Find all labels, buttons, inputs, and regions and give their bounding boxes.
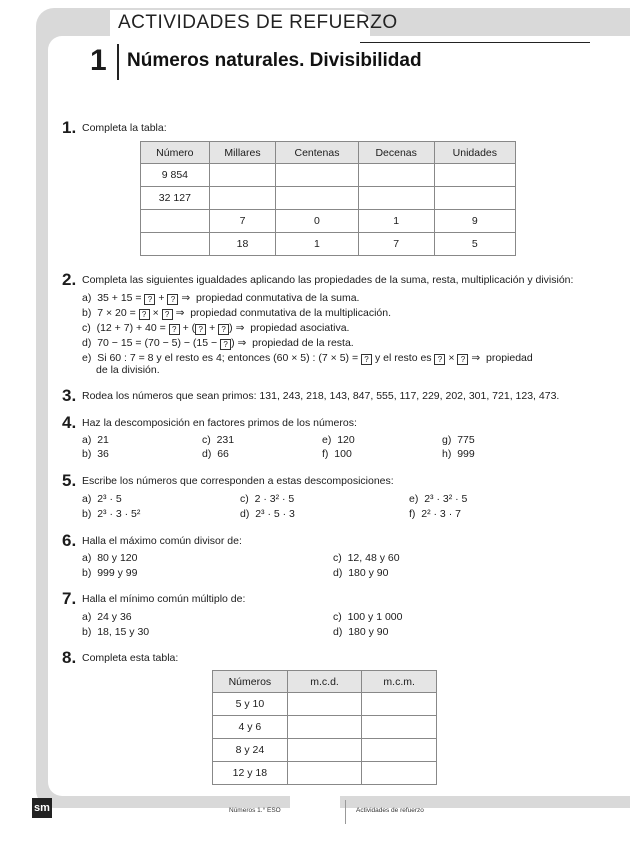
footer-section-title: Actividades de refuerzo — [356, 807, 424, 814]
implies-arrow-icon: ⇒ — [235, 322, 245, 334]
list-item: c) 12, 48 y 60 — [333, 552, 400, 564]
table-header: Millares — [209, 142, 276, 164]
list-item: c) 100 y 1 000 — [333, 611, 403, 623]
table-cell: 8 y 24 — [213, 739, 288, 762]
exercise-statement: Completa la tabla: — [82, 122, 167, 134]
table-header: Centenas — [276, 142, 358, 164]
table-cell[interactable] — [276, 164, 358, 187]
table-header: Decenas — [358, 142, 434, 164]
table-row — [213, 693, 437, 716]
place-value-table — [140, 141, 516, 256]
list-item: h) 999 — [442, 448, 475, 460]
table-cell[interactable]: 9 — [434, 210, 515, 233]
table-cell: 4 y 6 — [213, 716, 288, 739]
table-header: m.c.d. — [287, 671, 362, 693]
exercise-statement: Completa las siguientes igualdades aplicando las propiedades de la suma, resta, multiplicación y división: — [82, 274, 574, 286]
table-header: Números — [213, 671, 288, 693]
list-item: f) 2² · 3 · 7 — [409, 508, 461, 520]
list-item: a) 2³ · 5 — [82, 493, 122, 505]
ex2-item-d: d) 70 − 15 = (70 − 5) − (15 − ? ) ⇒ propiedad de la resta. — [82, 337, 354, 349]
table-cell[interactable]: 32 127 — [141, 187, 210, 210]
exercise-number: 4. — [62, 413, 77, 432]
answer-box[interactable]: ? — [144, 294, 155, 305]
list-item: a) 24 y 36 — [82, 611, 132, 623]
table-cell[interactable] — [209, 164, 276, 187]
implies-arrow-icon: ⇒ — [471, 352, 481, 364]
list-item: e) 120 — [322, 434, 355, 446]
unit-divider — [117, 44, 119, 80]
table-cell[interactable]: 9 854 — [141, 164, 210, 187]
exercise-statement: Completa esta tabla: — [82, 652, 179, 664]
exercise-statement: Haz la descomposición en factores primos de los números: — [82, 417, 357, 429]
list-item: c) 231 — [202, 434, 235, 446]
ex2-item-b: b) 7 × 20 = ? × ? ⇒ propiedad conmutativa de la multiplicación. — [82, 307, 392, 319]
exercise-number: 5. — [62, 471, 77, 490]
exercise-number: 3. — [62, 386, 77, 405]
table-cell[interactable] — [434, 187, 515, 210]
table-cell[interactable]: 7 — [209, 210, 276, 233]
table-cell[interactable] — [287, 693, 362, 716]
implies-arrow-icon: ⇒ — [237, 337, 247, 349]
list-item: a) 80 y 120 — [82, 552, 138, 564]
table-cell[interactable] — [141, 210, 210, 233]
ex2-item-e-continued: de la división. — [96, 364, 160, 376]
table-cell[interactable]: 0 — [276, 210, 358, 233]
table-cell[interactable]: 1 — [358, 210, 434, 233]
exercise-number: 8. — [62, 648, 77, 667]
footer-divider — [345, 800, 346, 824]
table-cell[interactable] — [434, 164, 515, 187]
table-row — [213, 716, 437, 739]
table-cell[interactable] — [209, 187, 276, 210]
table-cell[interactable] — [358, 164, 434, 187]
publisher-logo: sm — [32, 798, 52, 818]
footer-gap — [290, 790, 340, 830]
answer-box[interactable]: ? — [167, 294, 178, 305]
unit-title: Números naturales. Divisibilidad — [127, 50, 422, 71]
table-cell[interactable] — [362, 716, 437, 739]
table-cell[interactable] — [287, 739, 362, 762]
table-row — [141, 210, 516, 233]
list-item: d) 180 y 90 — [333, 626, 389, 638]
table-header: Unidades — [434, 142, 515, 164]
answer-box[interactable]: ? — [139, 309, 150, 320]
table-row — [141, 233, 516, 256]
table-cell[interactable] — [287, 762, 362, 785]
table-cell[interactable] — [362, 693, 437, 716]
answer-box[interactable]: ? — [218, 324, 229, 335]
list-item: a) 21 — [82, 434, 109, 446]
gcd-lcm-table — [212, 670, 437, 785]
table-cell: 5 y 10 — [213, 693, 288, 716]
list-item: e) 2³ · 3² · 5 — [409, 493, 468, 505]
answer-box[interactable]: ? — [169, 324, 180, 335]
exercise-statement: Halla el máximo común divisor de: — [82, 535, 242, 547]
exercise-number: 1. — [62, 118, 77, 137]
table-row — [141, 164, 516, 187]
table-cell[interactable] — [141, 233, 210, 256]
list-item: g) 775 — [442, 434, 475, 446]
exercise-number: 2. — [62, 270, 77, 289]
table-cell: 12 y 18 — [213, 762, 288, 785]
exercise-number: 6. — [62, 531, 77, 550]
table-cell[interactable]: 5 — [434, 233, 515, 256]
answer-box[interactable]: ? — [457, 354, 468, 365]
table-row — [213, 762, 437, 785]
exercise-statement: Rodea los números que sean primos: 131, 243, 218, 143, 847, 555, 117, 229, 202, 301, 721, 123, 473. — [82, 390, 560, 402]
list-item: d) 66 — [202, 448, 229, 460]
list-item: b) 999 y 99 — [82, 567, 138, 579]
table-cell[interactable] — [358, 187, 434, 210]
table-row — [213, 739, 437, 762]
table-cell[interactable]: 1 — [276, 233, 358, 256]
implies-arrow-icon: ⇒ — [175, 307, 185, 319]
table-header: m.c.m. — [362, 671, 437, 693]
table-cell[interactable] — [276, 187, 358, 210]
answer-box[interactable]: ? — [162, 309, 173, 320]
exercise-number: 7. — [62, 589, 77, 608]
answer-box[interactable]: ? — [361, 354, 372, 365]
footer-book-title: Números 1.° ESO — [229, 807, 281, 814]
table-cell[interactable]: 7 — [358, 233, 434, 256]
list-item: f) 100 — [322, 448, 352, 460]
list-item: d) 2³ · 5 · 3 — [240, 508, 295, 520]
ex2-item-c: c) (12 + 7) + 40 = ? + ( ? + ? ) ⇒ propiedad asociativa. — [82, 322, 350, 334]
list-item: b) 2³ · 3 · 5² — [82, 508, 141, 520]
table-cell[interactable] — [362, 739, 437, 762]
exercise-statement: Halla el mínimo común múltiplo de: — [82, 593, 246, 605]
table-header: Número — [141, 142, 210, 164]
exercise-statement: Escribe los números que corresponden a estas descomposiciones: — [82, 475, 394, 487]
list-item: b) 36 — [82, 448, 109, 460]
table-cell[interactable] — [287, 716, 362, 739]
list-item: b) 18, 15 y 30 — [82, 626, 150, 638]
answer-box[interactable]: ? — [195, 324, 206, 335]
table-row — [141, 187, 516, 210]
answer-box[interactable]: ? — [220, 339, 231, 350]
list-item: d) 180 y 90 — [333, 567, 389, 579]
ex2-item-e: e) Si 60 : 7 = 8 y el resto es 4; entonces (60 × 5) : (7 × 5) = ? y el resto es ? × ? ⇒ propiedad — [82, 352, 533, 364]
implies-arrow-icon: ⇒ — [181, 292, 191, 304]
list-item: c) 2 · 3² · 5 — [240, 493, 295, 505]
header-title: ACTIVIDADES DE REFUERZO — [118, 12, 398, 33]
table-cell[interactable]: 18 — [209, 233, 276, 256]
unit-number: 1 — [90, 44, 107, 77]
answer-box[interactable]: ? — [434, 354, 445, 365]
header-rule — [360, 42, 590, 43]
table-cell[interactable] — [362, 762, 437, 785]
ex2-item-a: a) 35 + 15 = ? + ? ⇒ propiedad conmutativa de la suma. — [82, 292, 360, 304]
